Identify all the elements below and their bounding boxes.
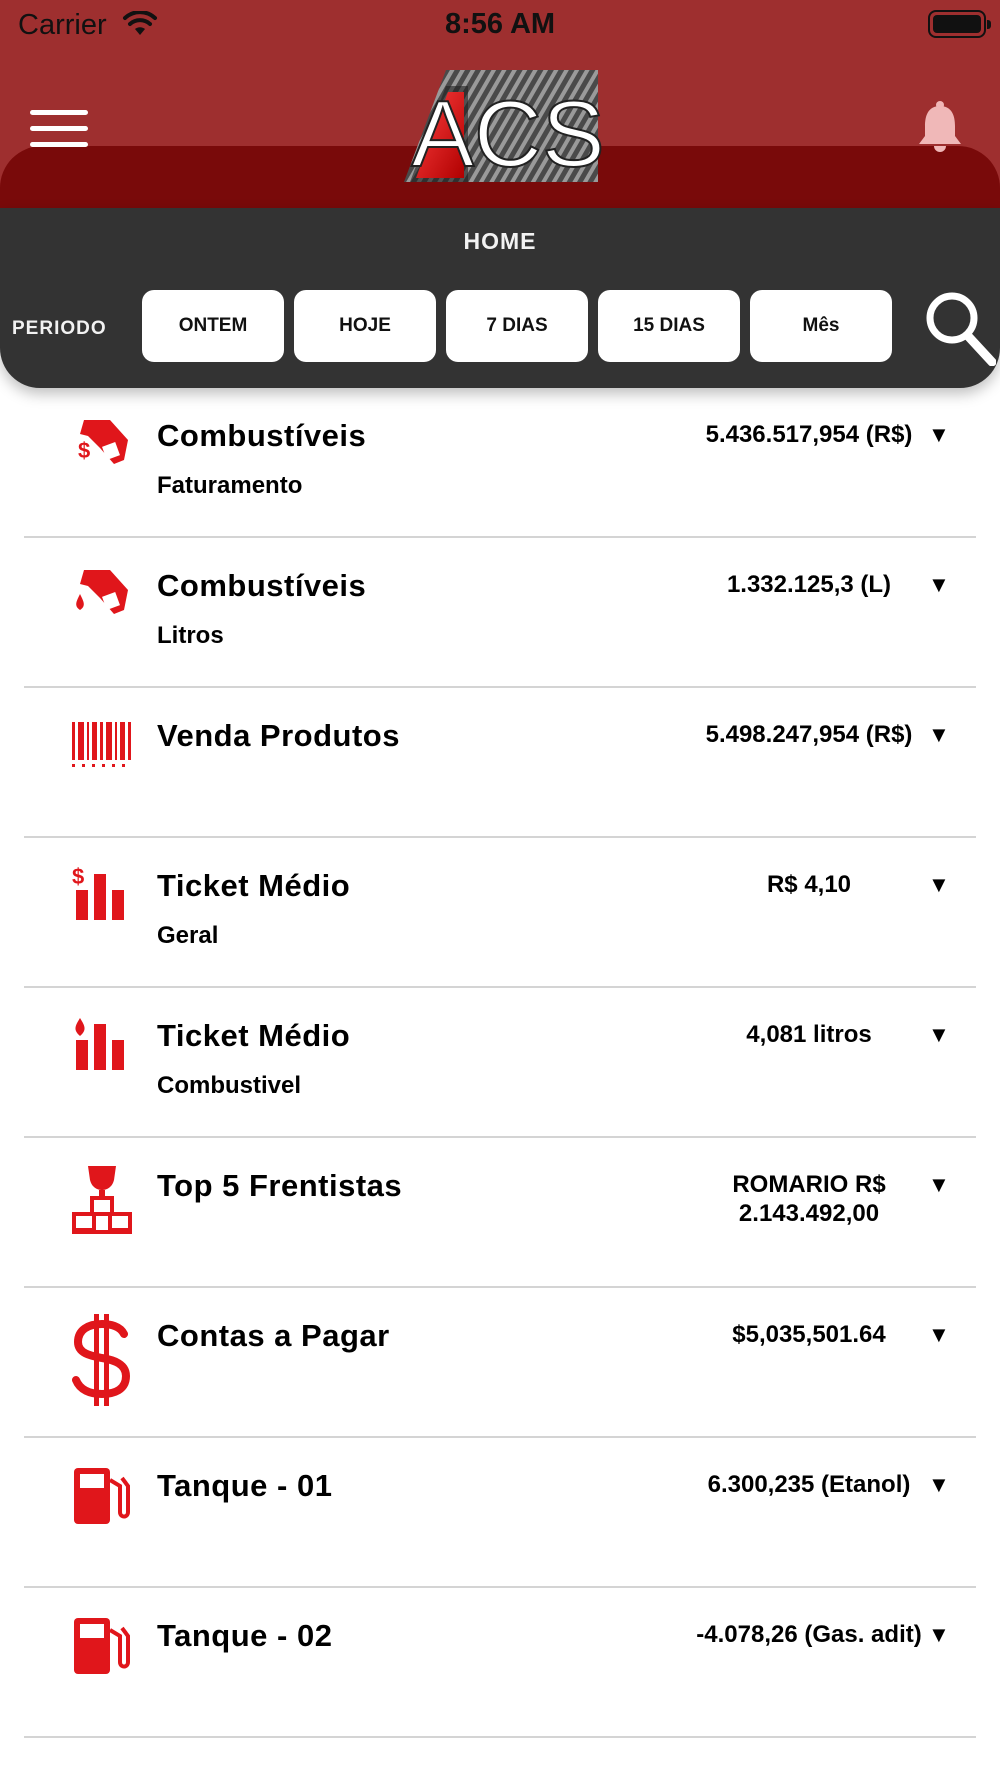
battery-icon xyxy=(928,10,986,38)
svg-text:$: $ xyxy=(78,438,91,463)
fuel-pump-icon xyxy=(70,1614,134,1678)
row-subtitle: Geral xyxy=(157,922,219,949)
search-icon xyxy=(924,290,996,366)
list-item[interactable] xyxy=(24,838,976,988)
menu-button[interactable] xyxy=(30,110,88,150)
barcode-icon xyxy=(70,714,134,778)
app-header xyxy=(0,0,1000,230)
row-value: 4,081 litros xyxy=(746,1021,872,1048)
list-item[interactable] xyxy=(24,1438,976,1588)
period-7-days-button[interactable]: 7 DIAS xyxy=(446,290,588,362)
row-value: $5,035,501.64 xyxy=(732,1321,886,1348)
hamburger-line xyxy=(30,126,88,131)
row-subtitle: Litros xyxy=(157,622,224,649)
fuel-pump-icon xyxy=(70,1464,134,1528)
logo-text: ACS xyxy=(411,81,602,186)
row-title: Ticket Médio xyxy=(157,1018,351,1053)
row-title: Venda Produtos xyxy=(157,718,400,753)
period-yesterday-button[interactable]: ONTEM xyxy=(142,290,284,362)
list-item[interactable] xyxy=(24,538,976,688)
acs-logo xyxy=(398,70,602,188)
row-title: Tanque - 02 xyxy=(157,1618,333,1653)
expand-arrow-icon[interactable]: ▼ xyxy=(928,1472,950,1497)
list-item[interactable] xyxy=(24,688,976,838)
period-today-button[interactable]: HOJE xyxy=(294,290,436,362)
row-value: R$ 4,10 xyxy=(766,871,852,898)
row-title: Top 5 Frentistas xyxy=(157,1168,403,1203)
fuel-nozzle-drop-icon xyxy=(70,564,134,628)
row-title: Combustíveis xyxy=(157,418,367,453)
svg-text:$: $ xyxy=(72,864,85,889)
fuel-nozzle-dollar-icon xyxy=(70,414,134,478)
period-month-button[interactable]: Mês xyxy=(750,290,892,362)
list-item[interactable] xyxy=(24,1138,976,1288)
bell-icon xyxy=(916,100,964,152)
dollar-sign-icon xyxy=(70,1314,134,1378)
list-item[interactable] xyxy=(24,988,976,1138)
row-value: 1.332.125,3 (L) xyxy=(726,571,892,598)
row-subtitle: Faturamento xyxy=(157,472,303,499)
carrier-label: Carrier xyxy=(18,9,107,41)
row-subtitle: Combustivel xyxy=(157,1072,302,1099)
period-15-days-button[interactable]: 15 DIAS xyxy=(598,290,740,362)
expand-arrow-icon[interactable]: ▼ xyxy=(928,872,950,897)
row-value: 5.436.517,954 (R$) xyxy=(705,421,913,448)
expand-arrow-icon[interactable]: ▼ xyxy=(928,422,950,447)
search-button[interactable] xyxy=(924,290,996,371)
period-panel xyxy=(0,208,1000,388)
expand-arrow-icon[interactable]: ▼ xyxy=(928,1172,950,1197)
page-title: HOME xyxy=(463,228,537,254)
list-item[interactable] xyxy=(24,1288,976,1438)
trophy-podium-icon xyxy=(70,1164,134,1228)
list-item[interactable] xyxy=(24,1588,976,1738)
expand-arrow-icon[interactable]: ▼ xyxy=(928,1622,950,1647)
clock: 8:56 AM xyxy=(444,8,556,40)
expand-arrow-icon[interactable]: ▼ xyxy=(928,572,950,597)
row-title: Tanque - 01 xyxy=(157,1468,333,1503)
row-value: 5.498.247,954 (R$) xyxy=(705,721,913,748)
hamburger-line xyxy=(30,142,88,147)
row-title: Ticket Médio xyxy=(157,868,351,903)
row-value: ROMARIO R$ 2.143.492,00 xyxy=(732,1171,886,1227)
row-title: Contas a Pagar xyxy=(157,1318,390,1353)
row-title: Combustíveis xyxy=(157,568,367,603)
period-label: PERIODO xyxy=(12,318,107,339)
list-item[interactable] xyxy=(24,388,976,538)
hamburger-menu-icon xyxy=(30,110,88,115)
row-value: -4.078,26 (Gas. adit) xyxy=(696,1621,922,1648)
bar-chart-dollar-icon xyxy=(70,864,134,928)
summary-list xyxy=(24,388,976,1738)
expand-arrow-icon[interactable]: ▼ xyxy=(928,1022,950,1047)
row-value: 6.300,235 (Etanol) xyxy=(707,1471,911,1498)
expand-arrow-icon[interactable]: ▼ xyxy=(928,1322,950,1347)
expand-arrow-icon[interactable]: ▼ xyxy=(928,722,950,747)
status-bar xyxy=(0,0,1000,52)
notifications-button[interactable] xyxy=(916,100,964,157)
bar-chart-drop-icon xyxy=(70,1014,134,1078)
